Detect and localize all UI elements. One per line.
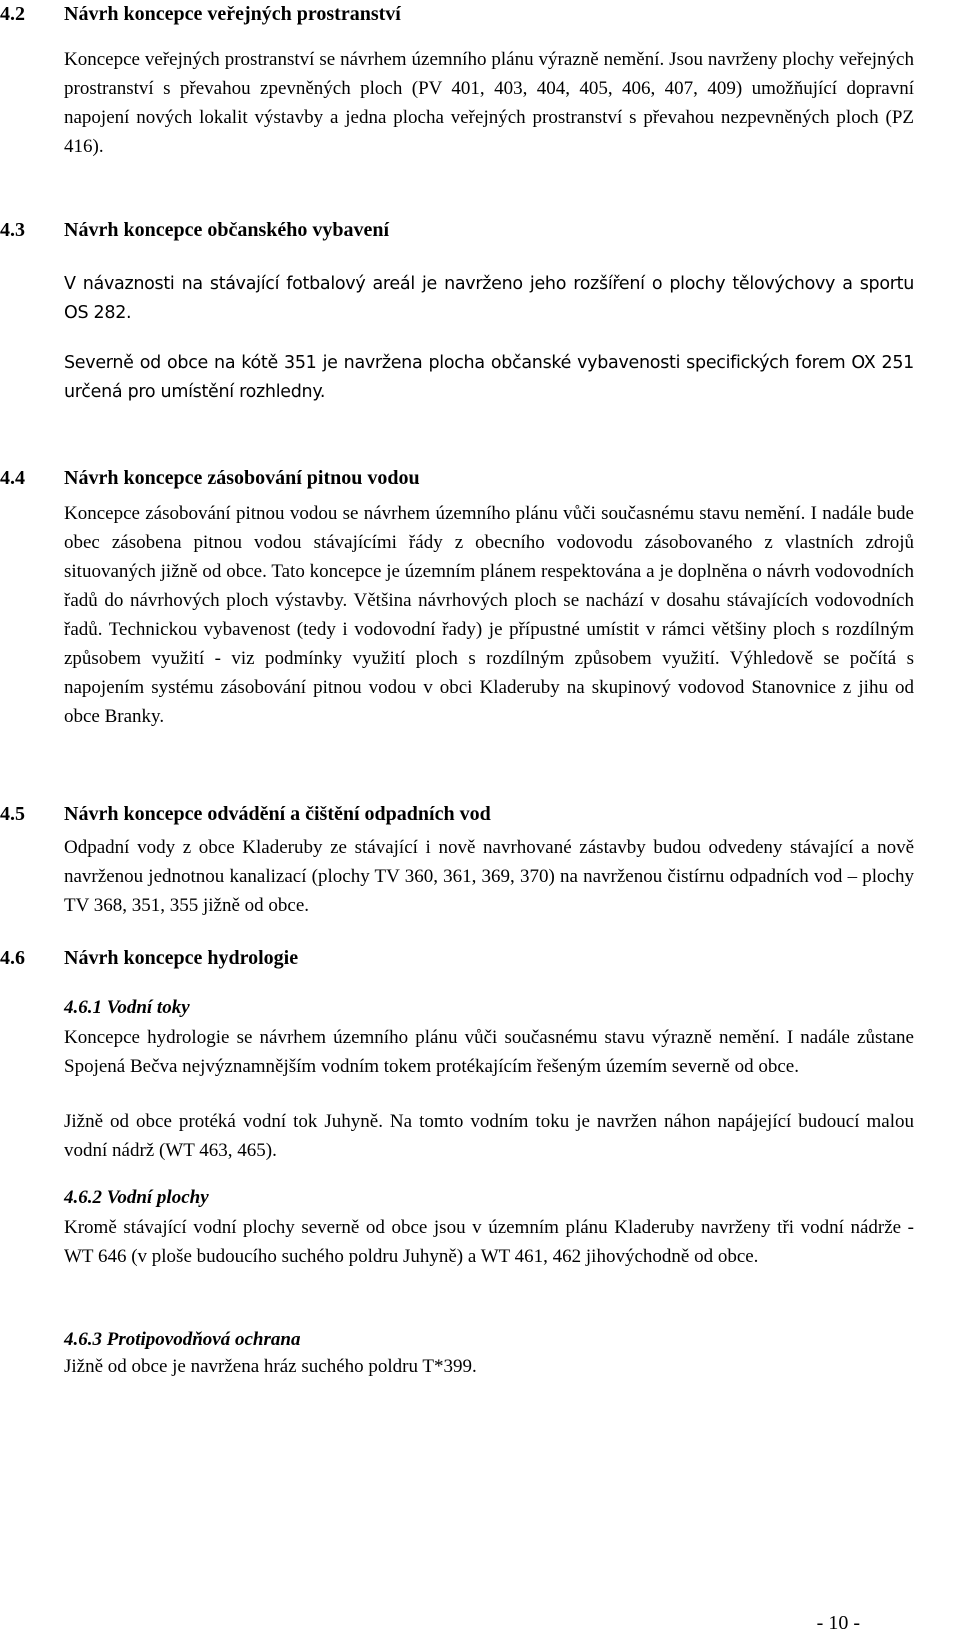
section-title: Návrh koncepce odvádění a čištění odpadních vod (64, 803, 491, 825)
subsection-heading-4-6-1 (64, 996, 190, 1020)
subsection-title: Vodní toky (106, 997, 190, 1018)
section-number: 4.2 (0, 3, 25, 25)
page-number: - 10 - (816, 1612, 860, 1634)
section-number: 4.5 (0, 803, 25, 825)
paragraph: V návaznosti na stávající fotbalový areál je navrženo jeho rozšíření o plochy tělovýchovy a sportu OS 282. (64, 274, 914, 323)
paragraph: Koncepce veřejných prostranství se návrhem územního plánu výrazně nemění. Jsou navrženy plochy veřejných prostranství s převahou zpevněných ploch (PV 401, 403, 404, 405, 406, 407, 409) umožňující dopravní napojení nových lokalit výstavby a jedna plocha veřejných prostranství s převahou nezpevněných ploch (PZ 416). (64, 49, 914, 157)
paragraph: Jižně od obce je navržena hráz suchého poldru T*399. (64, 1356, 477, 1377)
page-footer (0, 1611, 960, 1635)
subsection-title: Vodní plochy (106, 1187, 209, 1208)
paragraph: Kromě stávající vodní plochy severně od obce jsou v územním plánu Kladeruby navrženy tři vodní nádrže - WT 646 (v ploše budoucího suchého poldru Juhyně) a WT 461, 462 jihovýchodně od obce. (64, 1217, 914, 1267)
subsection-number: 4.6.1 (64, 997, 102, 1018)
paragraph: Koncepce hydrologie se návrhem územního plánu vůči současnému stavu výrazně nemění. I nadále zůstane Spojená Bečva nejvýznamnějším vodním tokem protékajícím řešeným územím severně od obce. (64, 1027, 914, 1077)
paragraph: Jižně od obce protéká vodní tok Juhyně. Na tomto vodním toku je navržen náhon napájející budoucí malou vodní nádrž (WT 463, 465). (64, 1111, 914, 1161)
subsection-number: 4.6.3 (64, 1329, 102, 1350)
section-title: Návrh koncepce zásobování pitnou vodou (64, 467, 420, 489)
section-number: 4.4 (0, 467, 25, 489)
section-title: Návrh koncepce hydrologie (64, 947, 299, 969)
section-number: 4.6 (0, 947, 25, 969)
subsection-heading-4-6-2 (64, 1186, 209, 1210)
subsection-title: Protipovodňová ochrana (106, 1329, 301, 1350)
section-number: 4.3 (0, 219, 25, 241)
subsection-heading-4-6-3 (64, 1328, 300, 1352)
subsection-number: 4.6.2 (64, 1187, 102, 1208)
section-title: Návrh koncepce občanského vybavení (64, 219, 390, 241)
section-title: Návrh koncepce veřejných prostranství (64, 3, 401, 25)
paragraph: Odpadní vody z obce Kladeruby ze stávající i nově navrhované zástavby budou odvedeny stávající a nově navrženou jednotnou kanalizací (plochy TV 360, 361, 369, 370) na navrženou čistírnu odpadních vod – plochy TV 368, 351, 355 jižně od obce. (64, 837, 914, 916)
paragraph: Severně od obce na kótě 351 je navržena plocha občanské vybavenosti specifických forem OX 251 určená pro umístění rozhledny. (64, 353, 914, 402)
paragraph: Koncepce zásobování pitnou vodou se návrhem územního plánu vůči současnému stavu nemění. I nadále bude obec zásobena pitnou vodou stávajícími řády z obecního vodovodu zásobovaného z vlastních zdrojů situovaných jižně od obce. Tato koncepce je územním plánem respektována a je doplněna o návrh vodovodních řadů do návrhových ploch výstavby. Většina návrhových ploch se nachází v dosahu stávajících vodovodních řadů. Technickou vybavenost (tedy i vodovodní řady) je přípustné umístit v rámci většiny ploch s rozdílným způsobem využití - viz podmínky využití ploch s rozdílným způsobem využití. Výhledově se počítá s napojením systému zásobování pitnou vodou v obci Kladeruby na skupinový vodovod Stanovnice z jihu od obce Branky. (64, 503, 914, 727)
